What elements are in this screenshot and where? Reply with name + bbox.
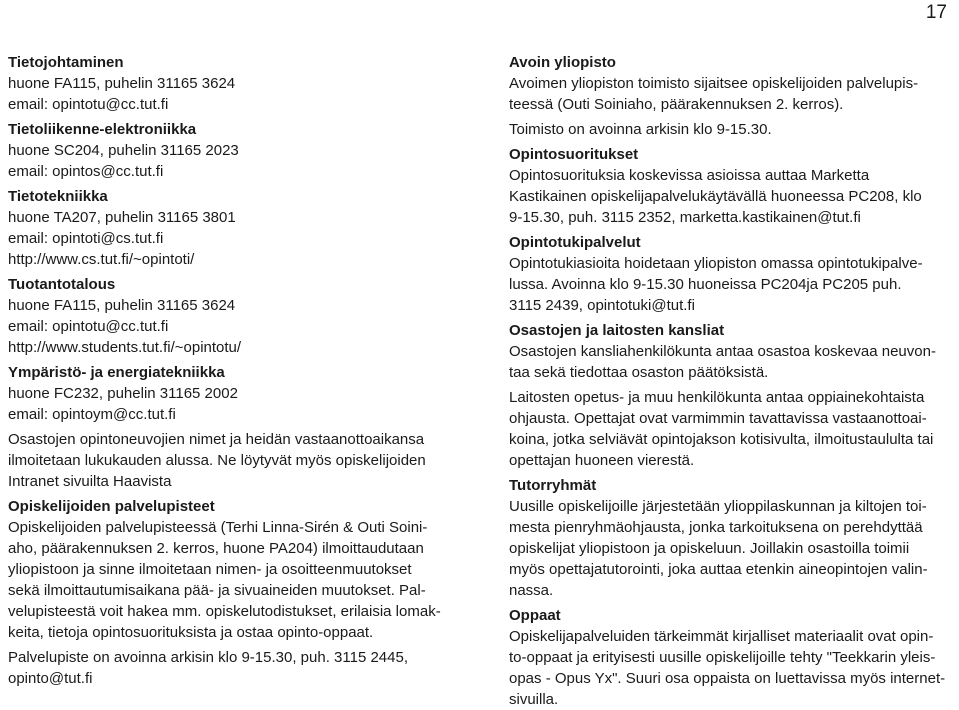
text-line: velupisteestä voit hakea mm. opiskelutodistukset, erilaisia lomak- — [8, 603, 441, 620]
text-line: nassa. — [509, 582, 554, 599]
text-line: Palvelupiste on avoinna arkisin klo 9-15.30, puh. 3115 2445, — [8, 649, 408, 666]
text-block — [509, 605, 954, 710]
text-line: yliopistoon ja sinne ilmoitetaan nimen- ja osoitteenmuutokset — [8, 561, 412, 578]
text-line: teessä (Outi Soiniaho, päärakennuksen 2. kerros). — [509, 96, 844, 113]
section-heading: Oppaat — [509, 607, 561, 624]
text-block — [509, 475, 954, 601]
section-heading: Avoin yliopisto — [509, 54, 616, 71]
text-line: Opintotukiasioita hoidetaan yliopiston omassa opintotukipalve- — [509, 255, 923, 272]
text-line: Osastojen opintoneuvojien nimet ja heidän vastaanottoaikansa — [8, 431, 425, 448]
section-heading: Tietotekniikka — [8, 188, 108, 205]
text-block — [8, 186, 458, 270]
text-line: sekä ilmoittautumisaikana pää- ja sivuaineiden muutokset. Pal- — [8, 582, 426, 599]
text-line: myös opettajatutorointi, joka auttaa etenkin aineopintojen valin- — [509, 561, 928, 578]
text-line: email: opintoym@cc.tut.fi — [8, 406, 176, 423]
text-line: lussa. Avoinna klo 9-15.30 huoneissa PC204ja PC205 puh. — [509, 276, 902, 293]
text-line: Opiskelijoiden palvelupisteessä (Terhi Linna-Sirén & Outi Soini- — [8, 519, 428, 536]
page-number: 17 — [925, 2, 947, 23]
text-block — [509, 320, 954, 383]
text-line: http://www.cs.tut.fi/~opintoti/ — [8, 251, 195, 268]
text-block — [8, 119, 458, 182]
section-heading: Tietoliikenne-elektroniikka — [8, 121, 197, 138]
text-line: huone TA207, puhelin 31165 3801 — [8, 209, 236, 226]
text-line: ohjausta. Opettajat ovat varmimmin tavattavissa vastaanottoai- — [509, 410, 927, 427]
text-line: opettajan huoneen vierestä. — [509, 452, 695, 469]
text-line: keita, tietoja opintosuorituksista ja ostaa opinto-oppaat. — [8, 624, 374, 641]
text-line: Osastojen kansliahenkilökunta antaa osastoa koskevaa neuvon- — [509, 343, 936, 360]
text-line: Opiskelijapalveluiden tärkeimmät kirjalliset materiaalit ovat opin- — [509, 628, 934, 645]
section-heading: Opintotukipalvelut — [509, 234, 641, 251]
text-line: huone SC204, puhelin 31165 2023 — [8, 142, 239, 159]
text-line: huone FC232, puhelin 31165 2002 — [8, 385, 238, 402]
left-column — [8, 48, 458, 689]
text-block — [8, 362, 458, 425]
text-line: ilmoitetaan lukukauden alussa. Ne löytyvät myös opiskelijoiden — [8, 452, 426, 469]
text-line: opiskelijat yliopistoon ja opiskeluun. Joillakin osastoilla toimii — [509, 540, 910, 557]
text-line: 9-15.30, puh. 3115 2352, marketta.kastikainen@tut.fi — [509, 209, 861, 226]
text-line: Intranet sivuilta Haavista — [8, 473, 172, 490]
text-line: opinto@tut.fi — [8, 670, 93, 687]
text-block — [509, 119, 954, 140]
text-block — [8, 274, 458, 358]
text-block — [509, 52, 954, 115]
text-line: 3115 2439, opintotuki@tut.fi — [509, 297, 695, 314]
text-block — [8, 52, 458, 115]
text-block — [8, 429, 458, 492]
text-line: Laitosten opetus- ja muu henkilökunta antaa oppiainekohtaista — [509, 389, 925, 406]
text-line: huone FA115, puhelin 31165 3624 — [8, 75, 236, 92]
text-block — [509, 387, 954, 471]
text-line: opas - Opus Yx". Suuri osa oppaista on luettavissa myös internet- — [509, 670, 946, 687]
text-block — [509, 232, 954, 316]
text-line: aho, päärakennuksen 2. kerros, huone PA204) ilmoittaudutaan — [8, 540, 424, 557]
text-line: http://www.students.tut.fi/~opintotu/ — [8, 339, 242, 356]
section-heading: Tuotantotalous — [8, 276, 116, 293]
text-line: taa sekä tiedottaa osaston päätöksistä. — [509, 364, 769, 381]
section-heading: Osastojen ja laitosten kansliat — [509, 322, 725, 339]
section-heading: Ympäristö- ja energiatekniikka — [8, 364, 225, 381]
text-line: huone FA115, puhelin 31165 3624 — [8, 297, 236, 314]
text-line: koina, jotka selviävät opintojakson kotisivulta, ilmoitustaululta tai — [509, 431, 934, 448]
text-line: email: opintos@cc.tut.fi — [8, 163, 164, 180]
text-line: Avoimen yliopiston toimisto sijaitsee opiskelijoiden palvelupis- — [509, 75, 919, 92]
text-line: to-oppaat ja erityisesti uusille opiskelijoille tehty "Teekkarin yleis- — [509, 649, 936, 666]
text-line: Uusille opiskelijoille järjestetään ylioppilaskunnan ja kiltojen toi- — [509, 498, 927, 515]
text-line: sivuilla. — [509, 691, 559, 708]
text-block — [8, 496, 458, 643]
text-line: Toimisto on avoinna arkisin klo 9-15.30. — [509, 121, 772, 138]
text-line: Kastikainen opiskelijapalvelukäytävällä huoneessa PC208, klo — [509, 188, 922, 205]
section-heading: Tutorryhmät — [509, 477, 597, 494]
text-block — [509, 144, 954, 228]
text-line: email: opintotu@cc.tut.fi — [8, 318, 169, 335]
text-line: Opintosuorituksia koskevissa asioissa auttaa Marketta — [509, 167, 870, 184]
section-heading: Opintosuoritukset — [509, 146, 639, 163]
text-line: email: opintotu@cc.tut.fi — [8, 96, 169, 113]
right-column — [509, 48, 954, 710]
text-block — [8, 647, 458, 689]
section-heading: Tietojohtaminen — [8, 54, 124, 71]
text-line: email: opintoti@cs.tut.fi — [8, 230, 164, 247]
section-heading: Opiskelijoiden palvelupisteet — [8, 498, 215, 515]
text-line: mesta pienryhmäohjausta, jonka tarkoituksena on perehdyttää — [509, 519, 923, 536]
